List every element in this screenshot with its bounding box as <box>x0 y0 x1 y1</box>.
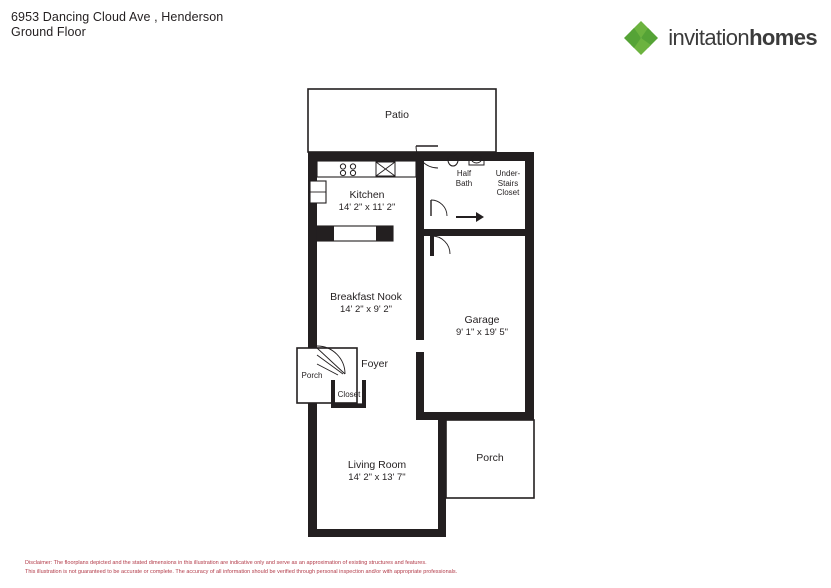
room-label-closet: Closet <box>337 390 361 399</box>
room-label-living-room: Living Room 14' 2" x 13' 7" <box>347 459 407 483</box>
disclaimer <box>25 559 625 576</box>
garage-opening <box>446 412 534 420</box>
stairs-direction-arrow <box>456 212 484 222</box>
room-label-kitchen: Kitchen 14' 2" x 11' 2" <box>338 189 396 213</box>
room-label-patio: Patio <box>385 109 409 121</box>
room-label-foyer: Foyer <box>361 358 388 370</box>
room-label-garage: Garage 9' 1" x 19' 5" <box>455 314 509 338</box>
room-label-porch-side: Porch <box>476 452 504 464</box>
page-subtitle-floor: Ground Floor <box>11 25 86 39</box>
brand-name-light: invitation <box>668 25 750 50</box>
disclaimer-line-1: Disclaimer: The floorplans depicted and the stated dimensions in this illustration are indicative only and serve as an approximation of existing structures and features. <box>25 560 427 566</box>
room-label-half-bath: Half Bath <box>455 169 473 188</box>
brand-name-bold: homes <box>749 25 817 50</box>
garage-interior-door <box>430 236 450 256</box>
disclaimer-line-2: This illustration is not guaranteed to be accurate or complete. The accuracy of all information should be verified through personal inspection and/or with appropriate professionals. <box>25 568 458 575</box>
room-label-porch-front: Porch <box>301 371 323 380</box>
page-title-address: 6953 Dancing Cloud Ave , Henderson <box>11 10 224 24</box>
room-label-breakfast-nook: Breakfast Nook 14' 2" x 9' 2" <box>330 291 402 315</box>
room-label-under-stairs-closet: Under- Stairs Closet <box>495 169 521 197</box>
